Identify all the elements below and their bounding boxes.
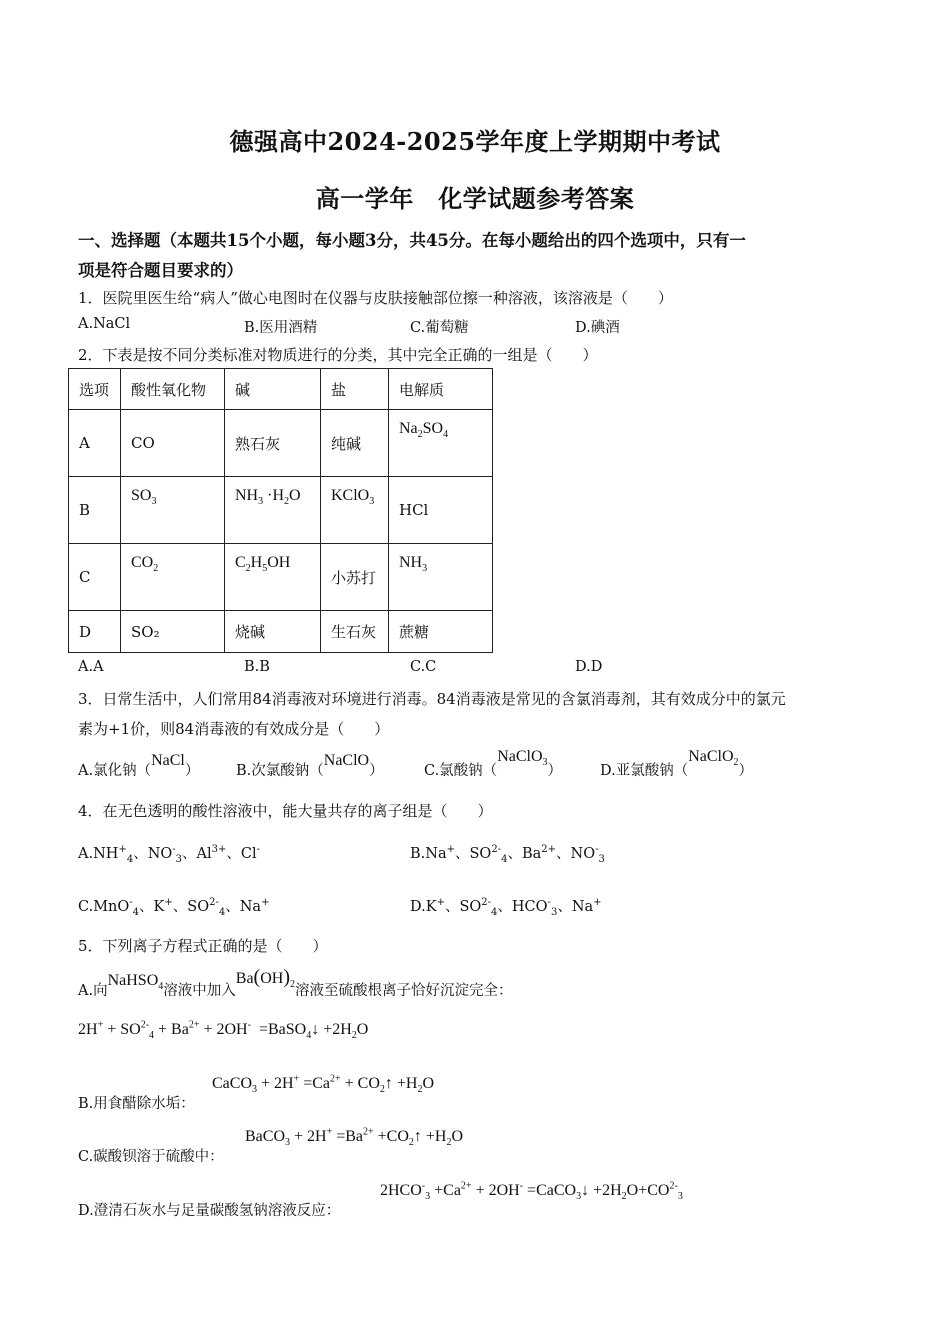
question-5-stem: 5．下列离子方程式正确的是（ ） [78,937,328,955]
q4-option-c: C.MnO-$_4$、K+、$SO^{2-}_4$、Na+ [78,897,270,918]
table-header-row [69,369,493,410]
table-row-b [69,477,493,544]
formula-naclo: NaClO [323,752,370,769]
cell-salt: 纯碱 [321,410,389,477]
row-label: A [69,410,121,477]
cell-salt-kclo3: KClO$_3$ [321,477,389,544]
q5-equation-b: CaCO$_3$ + $2H^+ =Ca^{2+}$ + $CO_2↑ +H_2O$ [212,1073,435,1096]
cell-electrolyte-nh3: $NH_3$ [389,544,493,611]
question-4-stem: 4．在无色透明的酸性溶液中，能大量共存的离子组是（ ） [78,802,493,820]
table-row-a [69,410,493,477]
q1-option-d: D.碘酒 [575,320,620,336]
cell-base: 烧碱 [225,611,321,653]
header-salt: 盐 [321,369,389,410]
page-subtitle: 高一学年 化学试题参考答案 [315,184,635,213]
header-acid-oxide: 酸性氧化物 [121,369,225,410]
row-label: B [69,477,121,544]
formula-nahso4: NaHSO$_4$ [107,972,164,993]
cell-base-c2h5oh: $C_2H_5OH$ [225,544,321,611]
section-heading-line1: 一、选择题（本题共15个小题，每小题3分，共45分。在每小题给出的四个选项中，只有一 [78,231,746,250]
q4-option-a: $A.NH^+_4$、$NO^-_3$、$Al^{3+}$、Cl- [78,844,261,865]
formula-naclo2: NaClO$_2$ [688,748,739,769]
header-option: 选项 [69,369,121,410]
question-1-stem: 1．医院里医生给“病人”做心电图时在仪器与皮肤接触部位擦一种溶液，该溶液是（ ） [78,289,673,307]
table-row-c [69,544,493,611]
cell-acid-oxide: SO₂ [121,611,225,653]
header-electrolyte: 电解质 [389,369,493,410]
q3-option-a: A.氯化钠（NaCl） [78,752,200,779]
cell-acid-oxide-so3: $SO_3$ [121,477,225,544]
q4-option-d: D.K+、$SO^{2-}_4$、$HCO^-_3$、Na+ [410,897,602,918]
formula-naclo3: NaClO$_3$ [497,748,548,769]
q1-option-a: A.NaCl [78,316,131,332]
q3-option-d: D.亚氯酸钠（NaClO$_2$） [600,748,754,779]
q5-option-b: B.用食醋除水垢： [78,1096,195,1112]
q5-equation-a: $2H^+ + SO^{2-}_4 + Ba^{2+} + 2OH^-$ =BaSO$_4$↓ $+2H_2O$ [78,1019,369,1042]
formula-baoh2: $Ba(OH)_2$ [235,966,295,991]
q3-option-b: B.次氯酸钠（NaClO） [236,752,384,779]
question-3-stem-line1: 3．日常生活中，人们常用84消毒液对环境进行消毒。84消毒液是常见的含氯消毒剂，其有效成分中的氯元 [78,690,786,708]
q4-option-b: B.Na+、$SO^{2-}_4$、$Ba^{2+}$、$NO^-_3$ [410,844,605,865]
cell-base: 熟石灰 [225,410,321,477]
q1-option-b: B.医用酒精 [244,320,318,336]
header-base: 碱 [225,369,321,410]
cell-base-nh3h2o: $NH_3 \cdot H_2O$ [225,477,321,544]
question-3-stem-line2: 素为+1价，则84消毒液的有效成分是（ ） [78,720,390,738]
q2-option-c: C.C [410,659,437,675]
q5-option-c: C.碳酸钡溶于硫酸中： [78,1149,224,1165]
q5-equation-c: BaCO$_3$ + $2H^+ =Ba^{2+}$ $+CO_2↑ +H_2O$ [245,1126,464,1149]
section-heading-line2: 项是符合题目要求的） [78,261,243,280]
q2-option-b: B.B [244,659,270,675]
table-row-d [69,611,493,653]
row-label: C [69,544,121,611]
cell-acid-oxide-co2: $CO_2$ [121,544,225,611]
cell-electrolyte-na2so4: $Na_2SO_4$ [389,410,493,477]
question-2-stem: 2．下表是按不同分类标准对物质进行的分类，其中完全正确的一组是（ ） [78,346,598,364]
q5-option-a-text: A.向NaHSO$_4$溶液中加入$Ba(OH)_2$溶液至硫酸根离子恰好沉淀完全： [78,966,513,999]
q2-option-a: A.A [78,659,104,675]
cell-electrolyte: 蔗糖 [389,611,493,653]
q5-equation-d: $2HCO^-_3 +Ca^{2+} + 2OH^-$ =CaCO$_3$↓ $+2H_2O+CO^{2-}_3$ [380,1180,683,1203]
q3-option-c: C.氯酸钠（NaClO$_3$） [424,748,563,779]
cell-salt: 生石灰 [321,611,389,653]
classification-table [68,368,493,653]
row-label: D [69,611,121,653]
q5-option-d: D.澄清石灰水与足量碳酸氢钠溶液反应： [78,1203,341,1219]
q1-option-c: C.葡萄糖 [410,320,469,336]
formula-nacl: NaCl [151,752,185,769]
page-title: 德强高中2024-2025学年度上学期期中考试 [229,127,721,156]
cell-electrolyte: HCl [389,477,493,544]
cell-salt: 小苏打 [321,544,389,611]
q2-option-d: D.D [575,659,603,675]
cell-acid-oxide: CO [121,410,225,477]
